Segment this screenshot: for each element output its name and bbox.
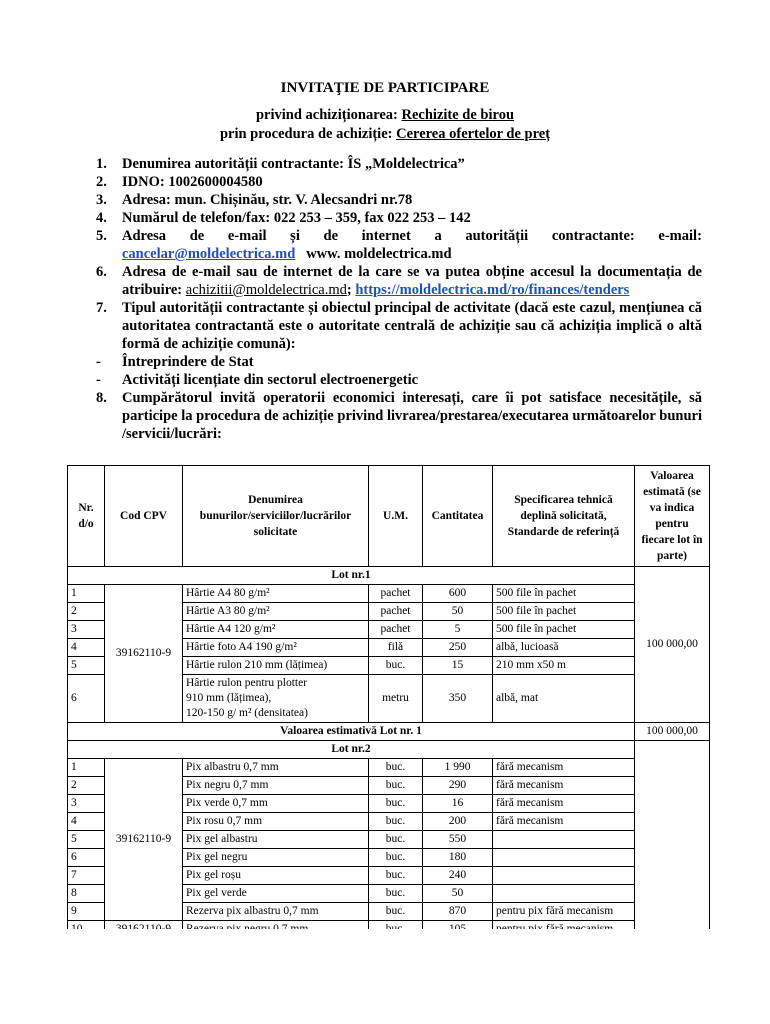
cell-spec: fără mecanism <box>493 777 635 795</box>
list-text: Denumirea autorității contractante: ÎS „Moldelectrica” <box>122 156 465 172</box>
document-title: INVITAŢIE DE PARTICIPARE <box>280 80 490 96</box>
word: e-mail: <box>658 228 702 244</box>
cell-cpv: 39162110-9 <box>105 585 183 723</box>
cell-spec <box>493 867 635 885</box>
cell-name: Pix gel verde <box>183 885 369 903</box>
cell-nr: 1 <box>68 585 105 603</box>
cell-spec: 500 file în pachet <box>493 585 635 603</box>
cell-spec: albă, mat <box>493 675 635 723</box>
documentation-email-link[interactable]: achizitii@moldelectrica.md <box>185 282 347 298</box>
table-row <box>68 585 710 603</box>
cell-nr: 5 <box>68 831 105 849</box>
cell-name <box>183 675 369 723</box>
cell-nr: 1 <box>68 759 105 777</box>
cell-um: buc. <box>369 885 423 903</box>
cell-nr: 4 <box>68 639 105 657</box>
cell-name: Rezerva pix albastru 0,7 mm <box>183 903 369 921</box>
list-item-invitation <box>96 389 702 443</box>
cell-name-line: 910 mm (lățimea), <box>186 692 272 704</box>
cell-name: Pix negru 0,7 mm <box>183 777 369 795</box>
cell-name-line: 120-150 g/ m² (densitatea) <box>186 707 308 719</box>
cell-qty: 240 <box>423 867 493 885</box>
list-item-email-web <box>96 227 702 263</box>
list-text: Adresa: mun. Chișinău, str. V. Alecsandri nr.78 <box>122 192 413 208</box>
cell-nr: 4 <box>68 813 105 831</box>
cell-um: buc. <box>369 813 423 831</box>
cell-name: Pix gel albastru <box>183 831 369 849</box>
cell-spec <box>493 849 635 867</box>
word: de <box>323 228 338 244</box>
cell-name: Hârtie foto A4 190 g/m² <box>183 639 369 657</box>
subtitle-object-prefix: privind achiziționarea: <box>255 107 402 123</box>
cell-spec: pentru pix fără mecanism <box>493 903 635 921</box>
cell-nr: 7 <box>68 867 105 885</box>
cell-um: buc. <box>369 831 423 849</box>
email-link[interactable]: cancelar@moldelectrica.md <box>122 246 296 262</box>
subtitle-procedure-prefix: prin procedura de achiziție: <box>219 126 397 142</box>
cell-spec: fără mecanism <box>493 795 635 813</box>
cell-um: filă <box>369 639 423 657</box>
cell-um: pachet <box>369 621 423 639</box>
cell-nr: 3 <box>68 621 105 639</box>
list-text: Activități licențiate din sectorul electroenergetic <box>122 372 419 388</box>
header-spec: Specificarea tehnică deplină solicitată, Standarde de referință <box>493 466 635 567</box>
cell-spec: albă, lucioasă <box>493 639 635 657</box>
subtitle-object <box>0 107 770 124</box>
cell-qty: 250 <box>423 639 493 657</box>
cell-um: buc. <box>369 903 423 921</box>
list-number: 8. <box>96 390 107 406</box>
word: contractante: <box>551 228 635 244</box>
list-item-state-enterprise <box>96 353 702 371</box>
cell-name: Hârtie A3 80 g/m² <box>183 603 369 621</box>
lot-row <box>68 741 710 759</box>
cell-spec: 500 file în pachet <box>493 621 635 639</box>
list-number: 1. <box>96 156 107 172</box>
cell-spec: 210 mm x50 m <box>493 657 635 675</box>
lot-total-value: 100 000,00 <box>635 723 710 741</box>
list-dash: - <box>96 372 101 388</box>
list-item-idno <box>96 173 702 191</box>
list-item-activities <box>96 371 702 389</box>
cell-spec: 500 file în pachet <box>493 603 635 621</box>
procurement-table <box>67 465 710 939</box>
lot-total-label: Valoarea estimativă Lot nr. 1 <box>68 723 635 741</box>
lot-row <box>68 567 710 585</box>
list-text <box>122 227 702 245</box>
cell-um: buc. <box>369 849 423 867</box>
word: a <box>434 228 442 244</box>
header-name: Denumirea bunurilor/serviciilor/lucrărilor solicitate <box>183 466 369 567</box>
word: și <box>290 228 300 244</box>
cell-spec <box>493 831 635 849</box>
cell-um: buc. <box>369 759 423 777</box>
cell-name-line: Hârtie rulon pentru plotter <box>186 677 308 689</box>
list-item-documentation <box>96 263 702 299</box>
header-value: Valoarea estimată (se va indica pentru fiecare lot în parte) <box>635 466 710 567</box>
cell-um: buc. <box>369 777 423 795</box>
word: de <box>189 228 205 244</box>
list-text: Numărul de telefon/fax: 022 253 – 359, fax 022 253 – 142 <box>122 210 471 226</box>
cell-qty: 5 <box>423 621 493 639</box>
cell-nr: 6 <box>68 849 105 867</box>
list-text: Adresa de e-mail sau de internet de la care se va putea obține accesul la documentația de atribuire: <box>122 264 702 298</box>
separator: ; <box>346 282 356 298</box>
list-number: 2. <box>96 174 107 190</box>
cell-um: buc. <box>369 867 423 885</box>
cell-name: Pix verde 0,7 mm <box>183 795 369 813</box>
subtitle-procedure <box>0 126 770 143</box>
website-text: www. moldelectrica.md <box>306 246 452 262</box>
cell-qty: 16 <box>423 795 493 813</box>
word: internet <box>361 228 411 244</box>
header-qty: Cantitatea <box>423 466 493 567</box>
cell-name: Hârtie rulon 210 mm (lățimea) <box>183 657 369 675</box>
cell-nr: 5 <box>68 657 105 675</box>
list-text: Întreprindere de Stat <box>122 354 254 370</box>
cell-qty: 290 <box>423 777 493 795</box>
list-item-phone <box>96 209 702 227</box>
cell-cpv: 39162110-9 <box>105 759 183 921</box>
cell-um: pachet <box>369 603 423 621</box>
cell-qty: 600 <box>423 585 493 603</box>
header-um: U.M. <box>369 466 423 567</box>
list-text: Tipul autorității contractante și obiectul principal de activitate (dacă este cazul, mențiunea că autoritatea contractantă este o autoritate centrală de achiziție sau că achiziția implică o altă formă de achiziție comună): <box>122 300 702 352</box>
cell-nr: 9 <box>68 903 105 921</box>
cell-um: metru <box>369 675 423 723</box>
lot-value: 100 000,00 <box>635 567 710 723</box>
info-list <box>96 155 702 443</box>
cell-name: Hârtie A4 80 g/m² <box>183 585 369 603</box>
cell-um: buc. <box>369 657 423 675</box>
cell-qty: 50 <box>423 603 493 621</box>
subtitle-procedure-value: Cererea ofertelor de preț <box>396 126 551 142</box>
lot-value <box>635 741 710 939</box>
header-nr: Nr. d/o <box>68 466 105 567</box>
cell-nr: 8 <box>68 885 105 903</box>
list-dash: - <box>96 354 101 370</box>
cell-qty: 870 <box>423 903 493 921</box>
subtitle-object-value: Rechizite de birou <box>401 107 515 123</box>
list-number: 5. <box>96 228 107 244</box>
cell-um: buc. <box>369 795 423 813</box>
lot-label: Lot nr.1 <box>68 567 635 585</box>
list-number: 3. <box>96 192 107 208</box>
cell-name: Hârtie A4 120 g/m² <box>183 621 369 639</box>
cell-spec <box>493 885 635 903</box>
tenders-url-link[interactable]: https://moldelectrica.md/ro/finances/tenders <box>355 282 630 298</box>
cell-qty: 180 <box>423 849 493 867</box>
cell-nr: 2 <box>68 603 105 621</box>
cell-um: pachet <box>369 585 423 603</box>
word: e-mail <box>227 228 267 244</box>
cell-spec: fără mecanism <box>493 813 635 831</box>
header-cpv: Cod CPV <box>105 466 183 567</box>
cell-name: Pix albastru 0,7 mm <box>183 759 369 777</box>
list-text: IDNO: 1002600004580 <box>122 174 263 190</box>
cell-nr: 2 <box>68 777 105 795</box>
cell-qty: 200 <box>423 813 493 831</box>
table-header-row <box>68 466 710 567</box>
word: Adresa <box>122 228 167 244</box>
list-number: 4. <box>96 210 107 226</box>
cell-name: Pix gel negru <box>183 849 369 867</box>
cell-name: Pix gel roșu <box>183 867 369 885</box>
list-number: 6. <box>96 264 107 280</box>
list-text: Cumpărătorul invită operatorii economici interesați, care îi pot satisface necesitățile, să participe la procedura de achiziție privind livrarea/prestarea/executarea următoarelor bunuri /servicii/lucrări: <box>122 390 702 442</box>
cell-qty: 550 <box>423 831 493 849</box>
cell-spec: fără mecanism <box>493 759 635 777</box>
cell-name: Pix rosu 0,7 mm <box>183 813 369 831</box>
lot-label: Lot nr.2 <box>68 741 635 759</box>
cell-qty: 50 <box>423 885 493 903</box>
word: autorității <box>465 228 529 244</box>
cell-qty: 15 <box>423 657 493 675</box>
cell-nr: 6 <box>68 675 105 723</box>
cell-qty: 1 990 <box>423 759 493 777</box>
cell-nr: 3 <box>68 795 105 813</box>
list-item-address <box>96 191 702 209</box>
cell-qty: 350 <box>423 675 493 723</box>
list-item-authority-type <box>96 299 702 353</box>
list-item-authority <box>96 155 702 173</box>
lot-total-row <box>68 723 710 741</box>
table-row <box>68 759 710 777</box>
list-number: 7. <box>96 300 107 316</box>
page-bottom-margin <box>0 929 770 1024</box>
